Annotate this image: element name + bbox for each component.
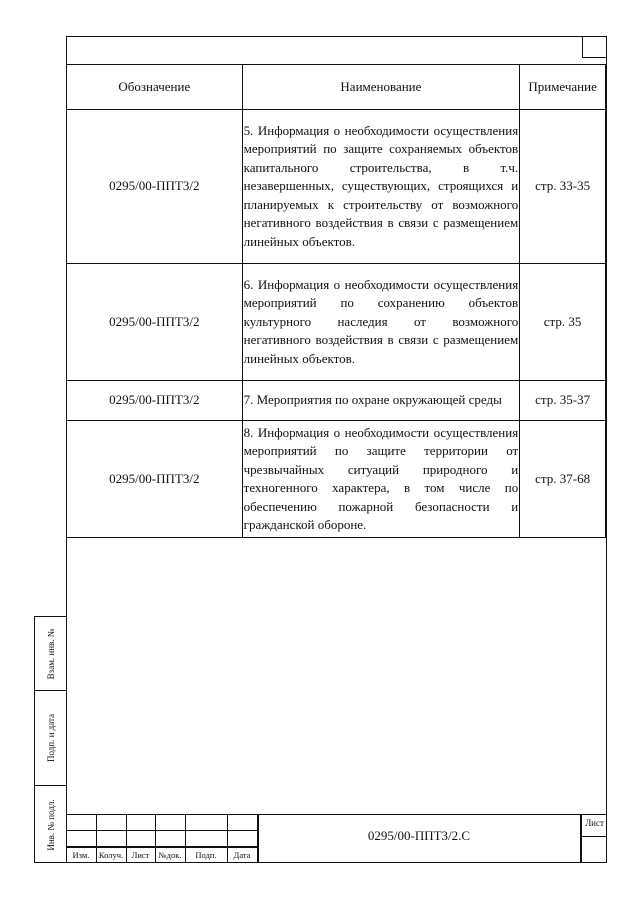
- table-row: [67, 381, 606, 421]
- row-note: стр. 37-68: [520, 421, 606, 538]
- sidebar-podp-label: Подп. и дата: [45, 713, 56, 763]
- table-header-row: [67, 65, 606, 110]
- contents-table: [66, 64, 606, 538]
- row-note: стр. 33-35: [520, 110, 606, 264]
- stamp-col-podp: Подп.: [195, 850, 217, 860]
- stamp-col-data: Дата: [233, 850, 251, 860]
- row-name: 8. Информация о необходимости осуществления мероприятий по защите территории от чрезвычайных ситуаций природного и техногенного характера, в том числе по обеспечению пожарной безопасности и гражданской обороне.: [242, 421, 520, 538]
- row-designation: 0295/00-ППТ3/2: [67, 110, 243, 264]
- row-designation: 0295/00-ППТ3/2: [67, 421, 243, 538]
- row-name: 6. Информация о необходимости осуществления мероприятий по сохранению объектов культурного наследия от возможного негативного воздействия в связи с размещением линейных объектов.: [242, 264, 520, 381]
- sheet-label: Лист: [585, 818, 604, 828]
- stamp-col-izm: Изм.: [72, 850, 90, 860]
- header-name: Наименование: [242, 65, 520, 110]
- row-designation: 0295/00-ППТ3/2: [67, 381, 243, 421]
- row-name: 5. Информация о необходимости осуществления мероприятий по защите сохраняемых объектов капитального строительства, в т.ч. незавершенных, существующих, строящихся и планируемых к строительству от возможного негативного воздействия в связи с размещением линейных объектов.: [242, 110, 520, 264]
- sidebar-cell-vzam: [35, 617, 66, 691]
- header-designation: Обозначение: [67, 65, 243, 110]
- table-row: [67, 421, 606, 538]
- stamp-hline: [580, 836, 607, 837]
- stamp-hline: [66, 846, 257, 848]
- stamp-col-ndok: №док.: [158, 850, 182, 860]
- stamp-hline: [66, 830, 257, 831]
- stamp-col-kol: Колуч.: [98, 850, 124, 860]
- table-row: [67, 110, 606, 264]
- table-row: [67, 264, 606, 381]
- sidebar-vzam-label: Взам. инв. №: [45, 628, 56, 679]
- document-code: 0295/00-ППТ3/2.С: [367, 828, 471, 843]
- header-note: Примечание: [520, 65, 606, 110]
- sidebar-cell-podp: [35, 691, 66, 786]
- row-name: 7. Мероприятия по охране окружающей среды: [242, 381, 520, 421]
- row-designation: 0295/00-ППТ3/2: [67, 264, 243, 381]
- sidebar-stamp: [34, 616, 66, 863]
- corner-sheet-box: [582, 36, 607, 58]
- row-note: стр. 35: [520, 264, 606, 381]
- stamp-col-list: Лист: [131, 850, 150, 860]
- row-note: стр. 35-37: [520, 381, 606, 421]
- sidebar-inv-label: Инв. № подл.: [45, 798, 56, 851]
- sidebar-cell-inv: [35, 786, 66, 863]
